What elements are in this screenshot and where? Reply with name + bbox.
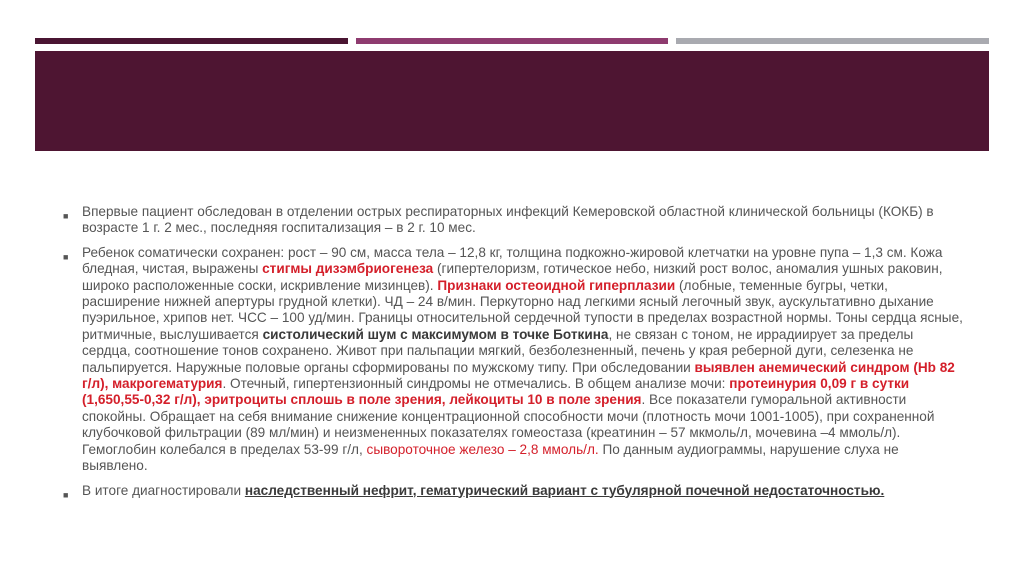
highlight-urinalysis: протеинурия 0,09 г в сутки (1,650,55-0,32 г/л), эритроциты сплошь в поле зрения, лейкоциты 10 в поле зрения xyxy=(82,376,910,408)
highlight-serum-iron: сывороточное железо – 2,8 ммоль/л. xyxy=(366,441,599,457)
text-segment: По данным аудиограммы, нарушение слуха не выявлено. xyxy=(82,441,899,474)
text-segment: В итоге диагностировали xyxy=(82,482,245,498)
emphasis-systolic-murmur: систолический шум с максимумом в точке Боткина xyxy=(262,326,609,342)
text-segment: . Все показатели гуморальной активности спокойны. Обращает на себя внимание снижение концентрационной способности мочи (плотность мочи 1001-1005), при сохраненной клубочковой фильтрации (89 мл/мин) и неизмененных показателях гомеостаза (креатинин – 57 мкмоль/л, мочевина –4 ммоль/л). Гемоглобин колебался в пределах 53-99 г/л, xyxy=(82,392,935,457)
square-bullet-icon: ■ xyxy=(63,211,69,221)
header-stripe-3 xyxy=(676,38,989,44)
highlight-dysembryogenesis: стигмы дизэмбриогенеза xyxy=(262,261,434,277)
text-segment: , не связан с тоном, не иррадиирует за пределы сердца, соотношение тонов сохранено. Живот при пальпации мягкий, безболезненный, печень у края реберной дуги, селезенка не пальпируется. Наружные половые органы сформированы по мужскому типу. При обследовании xyxy=(82,326,914,375)
text-segment: (гипертелоризм, готическое небо, низкий рост волос, аномалия ушных раковин, широко расположенные соски, искривление мизинцев). xyxy=(82,261,943,293)
title-banner xyxy=(35,51,989,151)
square-bullet-icon: ■ xyxy=(63,489,69,500)
header-stripe-1 xyxy=(35,38,348,44)
text-segment: Ребенок соматически сохранен: рост – 90 см, масса тела – 12,8 кг, толщина подкожно-жировой клетчатки на уровне пупа – 1,3 см. Кожа бледная, чистая, выражены xyxy=(82,244,943,277)
paragraph-first-admission xyxy=(63,204,963,237)
paragraph-text: Впервые пациент обследован в отделении острых респираторных инфекций Кемеровской областной клинической больницы (КОКБ) в возрасте 1 г. 2 мес., последняя госпитализация – в 2 г. 10 мес. xyxy=(82,204,934,236)
diagnosis-text: наследственный нефрит, гематурический вариант с тубулярной почечной недостаточностью. xyxy=(244,482,885,498)
slide-content xyxy=(63,204,963,507)
text-segment: (лобные, теменные бугры, четки, расширение нижней апертуры грудной клетки). ЧД – 24 в/мин. Перкуторно над легкими ясный легочный звук, аускультативно дыхание пуэрильное, хрипов нет. ЧСС – 100 уд/мин. Границы относительной сердечной тупости в пределах возрастной нормы. Тоны сердца ясные, ритмичные, выслушивается xyxy=(82,277,963,342)
highlight-anemic-syndrome: выявлен анемический синдром (Hb 82 г/л), макрогематурия xyxy=(82,359,955,392)
highlight-osteoid-hyperplasia: Признаки остеоидной гиперплазии xyxy=(437,277,676,293)
paragraph-diagnosis xyxy=(63,483,963,499)
text-segment: . Отечный, гипертензионный синдромы не отмечались. В общем анализе мочи: xyxy=(222,376,730,392)
square-bullet-icon: ■ xyxy=(63,251,69,262)
header-stripe-2 xyxy=(356,38,668,44)
paragraph-examination xyxy=(63,245,963,475)
